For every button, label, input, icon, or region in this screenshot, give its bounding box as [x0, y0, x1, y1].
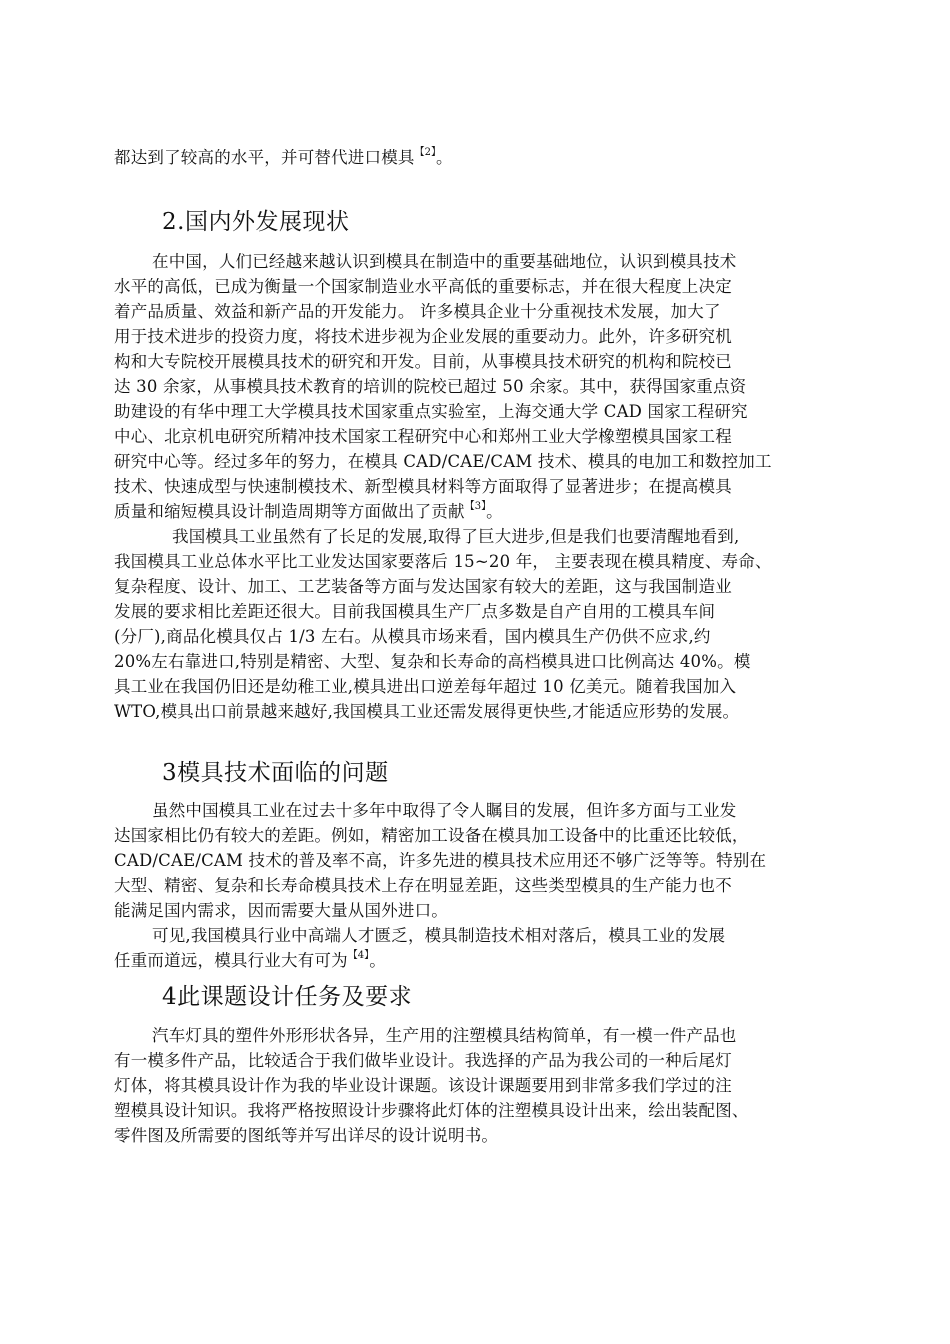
section-3-line: 大型、精密、复杂和长寿命模具技术上存在明显差距，这些类型模具的生产能力也不 [114, 876, 732, 895]
section-3-heading: 3模具技术面临的问题 [162, 760, 389, 786]
section-2-line: 技术、快速成型与快速制模技术、新型模具材料等方面取得了显著进步；在提高模具 [114, 477, 732, 496]
section-2-p2-line: 发展的要求相比差距还很大。目前我国模具生产厂点多数是自产自用的工模具车间 [114, 602, 716, 621]
section-2-p2-line: 20%左右靠进口,特别是精密、大型、复杂和长寿命的高档模具进口比例高达 40%。模 [114, 652, 751, 671]
section-2-p2-line: 复杂程度、设计、加工、工艺装备等方面与发达国家有较大的差距，这与我国制造业 [114, 577, 732, 596]
section-3-line: CAD/CAE/CAM 技术的普及率不高，许多先进的模具技术应用还不够广泛等等。特别在 [114, 851, 767, 870]
section-4-line: 零件图及所需要的图纸等并写出详尽的设计说明书。 [114, 1126, 499, 1145]
section-4-line: 塑模具设计知识。我将严格按照设计步骤将此灯体的注塑模具设计出来，绘出装配图、 [114, 1101, 749, 1120]
section-4-heading: 4此课题设计任务及要求 [162, 984, 413, 1010]
section-3-p2-end: 。 [369, 951, 386, 970]
section-2-line: 用于技术进步的投资力度，将技术进步视为企业发展的重要动力。此外，许多研究机 [114, 327, 732, 346]
section-3-p2-text: 任重而道远，模具行业大有可为 [114, 951, 348, 970]
section-2-p2-line: WTO,模具出口前景越来越好,我国模具工业还需发展得更快些,才能适应形势的发展。 [114, 702, 740, 721]
section-2-last-line [114, 500, 503, 524]
section-2-heading: 2.国内外发展现状 [162, 209, 350, 235]
section-3-line: 虽然中国模具工业在过去十多年中取得了令人瞩目的发展，但许多方面与工业发 [152, 801, 737, 820]
section-2-p2-line: (分厂),商品化模具仅占 1/3 左右。从模具市场来看，国内模具生产仍供不应求,约 [114, 627, 711, 646]
citation-4: 【4】 [347, 950, 370, 961]
section-2-line: 中心、北京机电研究所精冲技术国家工程研究中心和郑州工业大学橡塑模具国家工程 [114, 427, 732, 446]
section-2-last-end: 。 [486, 502, 503, 521]
section-2-p2-line: 具工业在我国仍旧还是幼稚工业,模具进出口逆差每年超过 10 亿美元。随着我国加入 [114, 677, 737, 696]
section-3-line: 能满足国内需求，因而需要大量从国外进口。 [114, 901, 448, 920]
section-2-line: 助建设的有华中理工大学模具技术国家重点实验室，上海交通大学 CAD 国家工程研究 [114, 402, 748, 421]
intro-text: 都达到了较高的水平，并可替代进口模具 [114, 148, 415, 167]
section-2-p2-line: 我国模具工业虽然有了长足的发展,取得了巨大进步,但是我们也要清醒地看到, [172, 527, 740, 546]
section-3-p2-last-line [114, 949, 386, 973]
section-2-line: 研究中心等。经过多年的努力，在模具 CAD/CAE/CAM 技术、模具的电加工和数控加工 [114, 452, 772, 471]
intro-paragraph [114, 146, 453, 170]
section-2-line: 达 30 余家，从事模具技术教育的培训的院校已超过 50 余家。其中，获得国家重点资 [114, 377, 747, 396]
section-2-line: 构和大专院校开展模具技术的研究和开发。目前，从事模具技术研究的机构和院校已 [114, 352, 732, 371]
section-2-last-text: 质量和缩短模具设计制造周期等方面做出了贡献 [114, 502, 465, 521]
section-2-line: 着产品质量、效益和新产品的开发能力。 许多模具企业十分重视技术发展，加大了 [114, 302, 721, 321]
citation-2: 【2】 [414, 147, 436, 158]
section-3-p2-line: 可见,我国模具行业中高端人才匮乏，模具制造技术相对落后，模具工业的发展 [152, 926, 726, 945]
section-4-line: 汽车灯具的塑件外形形状各异，生产用的注塑模具结构简单，有一模一件产品也 [152, 1026, 737, 1045]
section-3-line: 达国家相比仍有较大的差距。例如，精密加工设备在模具加工设备中的比重还比较低， [114, 826, 749, 845]
section-2-p2-line: 我国模具工业总体水平比工业发达国家要落后 15~20 年， 主要表现在模具精度、寿命、 [114, 552, 772, 571]
citation-3: 【3】 [464, 501, 487, 512]
intro-end: 。 [435, 148, 453, 167]
section-2-line: 在中国，人们已经越来越认识到模具在制造中的重要基础地位，认识到模具技术 [152, 252, 737, 271]
section-4-line: 有一模多件产品，比较适合于我们做毕业设计。我选择的产品为我公司的一种后尾灯 [114, 1051, 732, 1070]
section-2-line: 水平的高低，已成为衡量一个国家制造业水平高低的重要标志，并在很大程度上决定 [114, 277, 732, 296]
section-4-line: 灯体，将其模具设计作为我的毕业设计课题。该设计课题要用到非常多我们学过的注 [114, 1076, 732, 1095]
